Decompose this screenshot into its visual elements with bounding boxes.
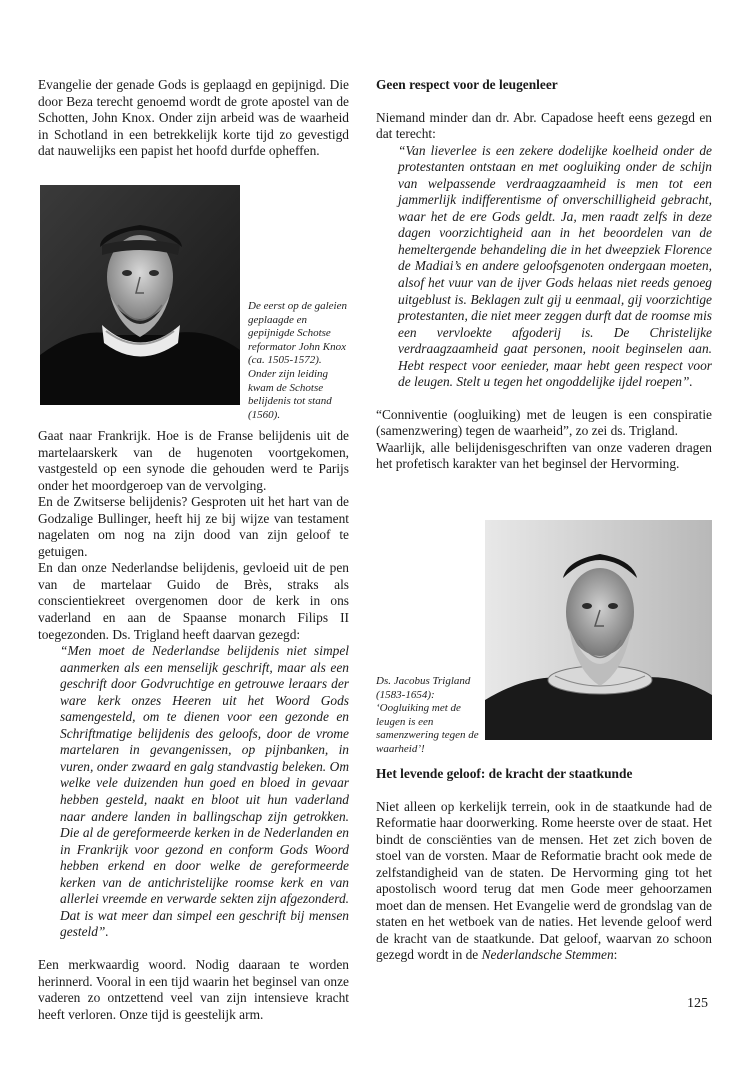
page-number: 125 xyxy=(687,996,708,1011)
right-paragraph-2: “Conniventie (oogluiking) met de leugen is een conspiratie (samenzwering) tegen de waarheid”, zo zei ds. Trigland. xyxy=(376,406,712,439)
spacer xyxy=(376,391,712,407)
john-knox-portrait-image xyxy=(40,185,240,405)
right-paragraph-1: Niemand minder dan dr. Abr. Capadose heeft eens gezegd en dat terecht: xyxy=(376,109,712,142)
trigland-portrait xyxy=(485,520,712,740)
trigland-caption: Ds. Jacobus Trigland (1583-1654): ‘Oogluiking met de leugen is een samenzwering tegen de waarheid’! xyxy=(376,675,479,755)
right-quote: “Van lieverlee is een zekere dodelijke koelheid onder de protestanten ontstaan en met oogluiking onder de schijn van welpassende verdraagzaamheid is men tot een jammerlijk indifferentisme of onverschilligheid gebracht, waar het de ere Gods geldt. Ja, men raadt zelfs in deze dagen voorzichtigheid aan in het beoordelen van de hemeltergende behandeling die in het dweepziek Florence de Madiai’s en andere geloofsgenoten ondergaan moeten, alsof het vuur van de ijver Gods helaas niet reeds genoeg uitgeblust is. Beklagen zult gij u eenmaal, gij voorzichtige protestanten, die niet meer zeggen durft dat de roomse mis een vervloekte afgoderij is. De Christelijke verdraagzaamheid gaat personen, nooit beginselen aan. Hebt respect voor eenieder, maar hebt geen respect voor de leugen. Stelt u tegen het ongoddelijke ijdel roepen”. xyxy=(398,142,712,390)
spacer xyxy=(38,941,349,957)
left-paragraph-5: Een merkwaardig woord. Nodig daaraan te worden herinnerd. Vooral in een tijd waarin het beginsel van onze vaderen zo ontzettend veel van zijn intensieve kracht heeft verloren. Onze tijd is geestelijk arm. xyxy=(38,956,349,1022)
left-paragraph-1: Evangelie der genade Gods is geplaagd en gepijnigd. Die door Beza terecht genoemd wordt de grote apostel van de Schotten, John Knox. Onder zijn arbeid was de waarheid in Schotland in een betrekkelijk korte tijd zo gevestigd dat nauwelijks een papist het hoofd durfde opheffen. xyxy=(38,77,349,159)
right-column xyxy=(376,77,712,473)
left-quote: “Men moet de Nederlandse belijdenis niet simpel aanmerken als een menselijk geschrift, maar als een geschrift door Godvruchtige en getrouwe leraars der ware kerk onzes Heeren uit het Woord Gods samengesteld, om te dienen voor een gezonde en Schriftmatige belijdenis des geloofs, door de vrome martelaren in gevangenissen, op pijnbanken, in vuren, onder zwaard en galg standvastig beleken. Om welke vele duizenden hun goed en bloed in gevaar hebben gesteld, naakt en bloot uit hun vaderland naar andere landen in ballingschap zijn getrokken. Die al de gereformeerde kerken in de Nederlanden en in Frankrijk voor gezond en conform Gods Woord hebben erkend en door welke de gereformeerde kerken van de antichristelijke roomse kerk en van allerlei vreemde en verwarde sekten zijn afgezonderd. Dat is wat meer dan simpel een geschrift bij mensen gesteld”. xyxy=(60,643,349,940)
spacer xyxy=(376,94,712,110)
right-paragraph-4-text: Niet alleen op kerkelijk terrein, ook in de staatkunde had de Reformatie haar doorwerking. Rome heerste over de staat. Het bindt de consciënties van de mensen. Het zet zich boven de stoel van de vorsten. Maar de Reformatie bracht ook mede de zelfstandigheid van de staten. De Hervorming ging tot het apostolisch woord terug dat men Gode meer gehoorzamen moet dan de mensen. Het Evangelie werd de grondslag van de staten en het wetboek van de naties. Het levende geloof werd de kracht van de staatkunde. Dat geloof, waarvan zo schoon gezegd wordt in de xyxy=(376,798,712,963)
left-paragraph-2: Gaat naar Frankrijk. Hoe is de Franse belijdenis uit de martelaarskerk van de hugenoten voortgekomen, vastgesteld op een synode die gehouden werd te Parijs onder het moordgeroep van de vervolging. xyxy=(38,428,349,493)
left-column-lower xyxy=(38,428,349,1023)
right-paragraph-4 xyxy=(376,799,712,964)
right-paragraph-4-end: : xyxy=(613,947,618,963)
left-column xyxy=(38,77,349,160)
heading-geen-respect: Geen respect voor de leugenleer xyxy=(376,77,558,92)
spacer xyxy=(376,783,712,799)
right-column-lower xyxy=(376,766,712,964)
nederlandsche-stemmen-title: Nederlandsche Stemmen xyxy=(481,947,614,963)
trigland-portrait-image xyxy=(485,520,712,740)
john-knox-portrait xyxy=(40,185,240,405)
right-paragraph-3: Waarlijk, alle belijdenisgeschriften van onze vaderen dragen het profetisch karakter van het beginsel der Hervorming. xyxy=(376,439,712,472)
left-paragraph-3: En de Zwitserse belijdenis? Gesproten uit het hart van de Godzalige Bullinger, heeft hij ze bij wijze van testament nagelaten om nog na zijn dood van zijn geloof te getuigen. xyxy=(38,494,349,559)
left-paragraph-4: En dan onze Nederlandse belijdenis, gevloeid uit de pen van de martelaar Guido de Brès, straks als conscientiekreet overgenomen door de kerk in ons vaderland en aan de Spaanse monarch Filips II toegezonden. Ds. Trigland heeft daarvan gezegd: xyxy=(38,560,349,642)
heading-levende-geloof: Het levende geloof: de kracht der staatkunde xyxy=(376,766,633,781)
knox-caption: De eerst op de galeien geplaagde en gepijnigde Schotse reformator John Knox (ca. 1505-1572). Onder zijn leiding kwam de Schotse belijdenis tot stand (1560). xyxy=(248,300,347,421)
